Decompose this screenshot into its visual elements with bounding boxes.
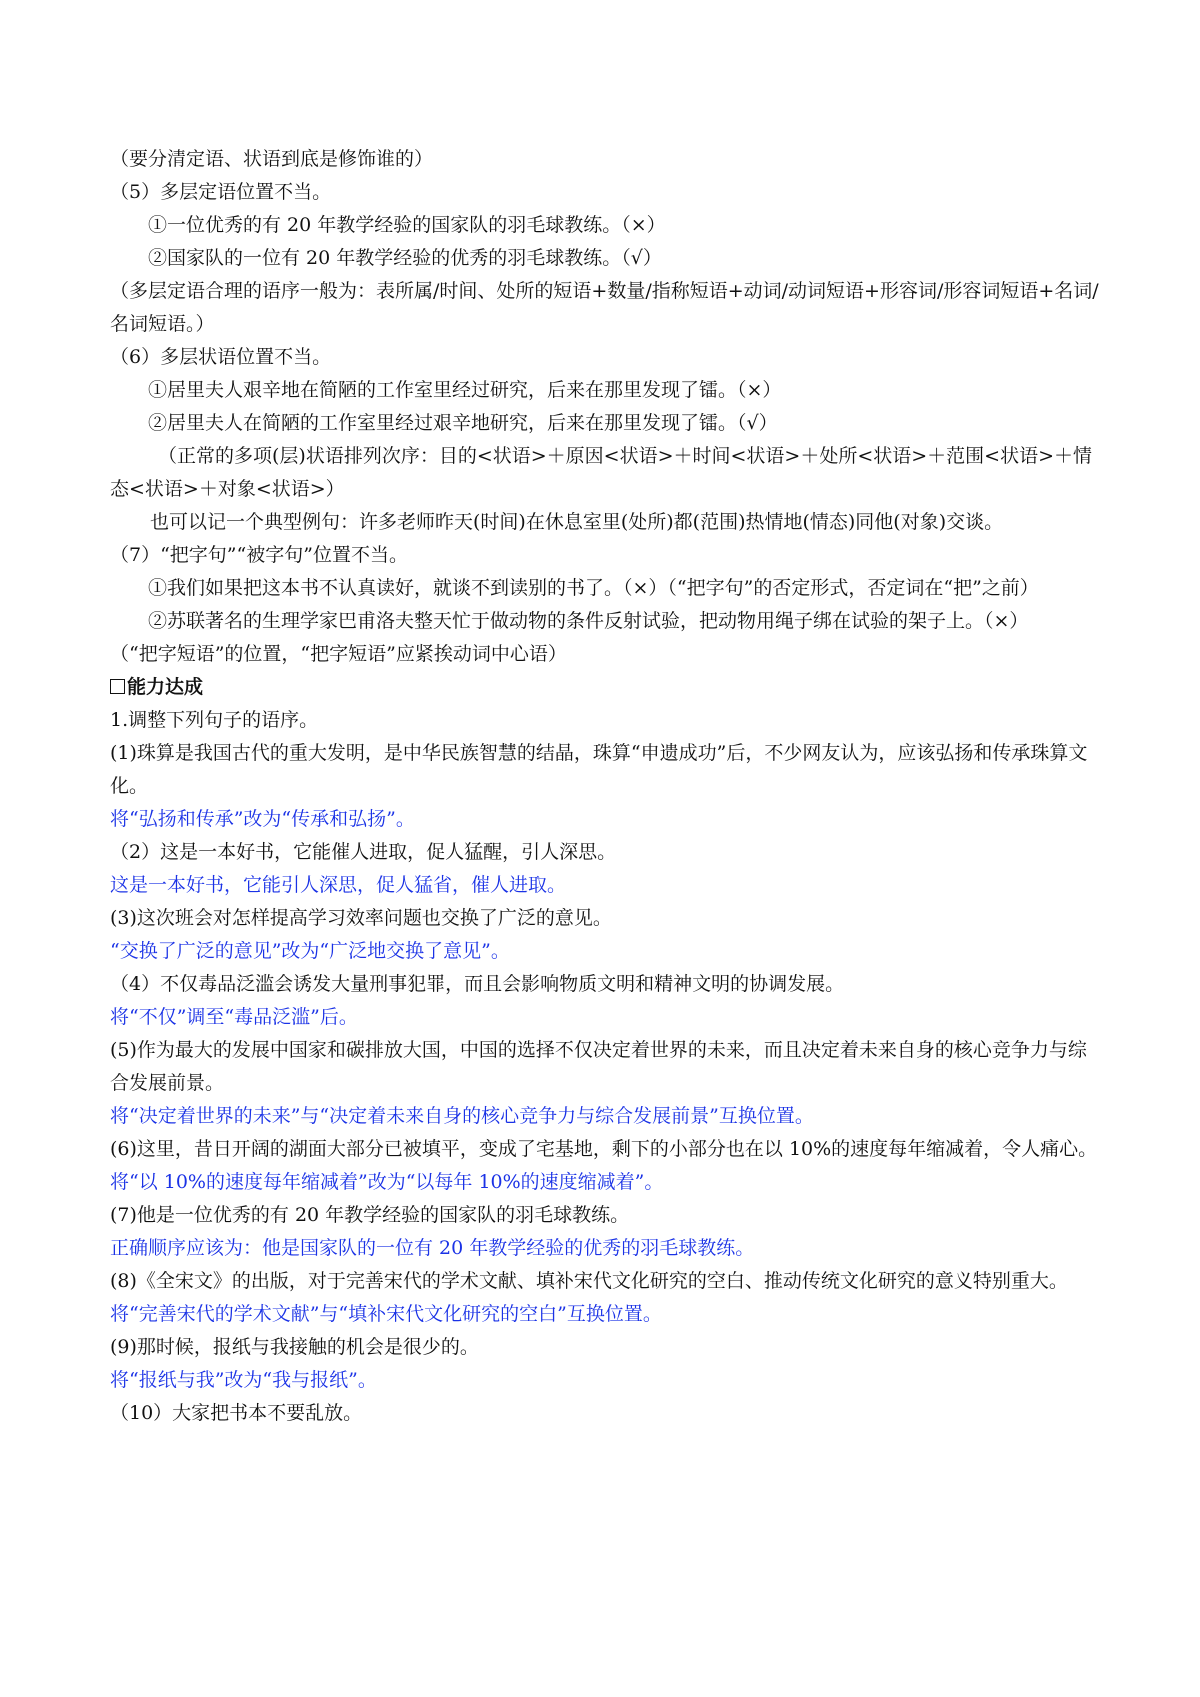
ability-heading-label: 能力达成 xyxy=(127,676,204,698)
exercise-question: (5)作为最大的发展中国家和碳排放大国，中国的选择不仅决定着世界的未来，而且决定着未来自身的核心竞争力与综合发展前景。 xyxy=(110,1039,1087,1094)
item5-example-right: ②国家队的一位有 20 年教学经验的优秀的羽毛球教练。（√） xyxy=(148,247,662,269)
item6-example-wrong: ①居里夫人艰辛地在简陋的工作室里经过研究，后来在那里发现了镭。（×） xyxy=(148,379,782,401)
item5-note: （多层定语合理的语序一般为：表所属/时间、处所的短语+数量/指称短语+动词/动词短语+形容词/形容词短语+名词/名词短语。） xyxy=(110,280,1099,335)
document-page xyxy=(110,143,1100,1430)
exercise-answer: 将“弘扬和传承”改为“传承和弘扬”。 xyxy=(110,808,415,830)
exercise-question: （4）不仅毒品泛滥会诱发大量刑事犯罪，而且会影响物质文明和精神文明的协调发展。 xyxy=(110,973,845,995)
item5-example-wrong: ①一位优秀的有 20 年教学经验的国家队的羽毛球教练。（×） xyxy=(148,214,666,236)
exercise-answer: 将“完善宋代的学术文献”与“填补宋代文化研究的空白”互换位置。 xyxy=(110,1303,662,1325)
item6-note: （正常的多项(层)状语排列次序：目的<状语>＋原因<状语>＋时间<状语>＋处所<状语>＋范围<状语>＋情态<状语>＋对象<状语>） xyxy=(110,445,1093,500)
exercise-question: （2）这是一本好书，它能催人进取，促人猛醒，引人深思。 xyxy=(110,841,617,863)
exercise-question: (9)那时候，报纸与我接触的机会是很少的。 xyxy=(110,1336,479,1358)
item7-note: （“把字短语”的位置，“把字短语”应紧挨动词中心语） xyxy=(110,643,567,665)
exercise-question: (3)这次班会对怎样提高学习效率问题也交换了广泛的意见。 xyxy=(110,907,612,929)
item7-example-1: ①我们如果把这本书不认真读好，就谈不到读别的书了。（×）（“把字句”的否定形式，否定词在“把”之前） xyxy=(148,577,1039,599)
exercise-answer: 将“报纸与我”改为“我与报纸”。 xyxy=(110,1369,377,1391)
item6-typical-example: 也可以记一个典型例句：许多老师昨天(时间)在休息室里(处所)都(范围)热情地(情态)同他(对象)交谈。 xyxy=(150,511,1004,533)
exercise-question: (1)珠算是我国古代的重大发明，是中华民族智慧的结晶，珠算“申遗成功”后，不少网友认为，应该弘扬和传承珠算文化。 xyxy=(110,742,1088,797)
item7-example-2: ②苏联著名的生理学家巴甫洛夫整天忙于做动物的条件反射试验，把动物用绳子绑在试验的架子上。（×） xyxy=(148,610,1029,632)
exercise-answer: “交换了广泛的意见”改为“广泛地交换了意见”。 xyxy=(110,940,510,962)
exercise-1-title: 1.调整下列句子的语序。 xyxy=(110,709,319,731)
exercise-question: (8)《全宋文》的出版，对于完善宋代的学术文献、填补宋代文化研究的空白、推动传统文化研究的意义特别重大。 xyxy=(110,1270,1068,1292)
item6-example-right: ②居里夫人在简陋的工作室里经过艰辛地研究，后来在那里发现了镭。（√） xyxy=(148,412,778,434)
exercise-answer: 将“不仅”调至“毒品泛滥”后。 xyxy=(110,1006,358,1028)
exercise-answer: 正确顺序应该为：他是国家队的一位有 20 年教学经验的优秀的羽毛球教练。 xyxy=(110,1237,755,1259)
exercise-question: (6)这里，昔日开阔的湖面大部分已被填平，变成了宅基地，剩下的小部分也在以 10%的速度每年缩减着，令人痛心。 xyxy=(110,1138,1098,1160)
exercise-question: (7)他是一位优秀的有 20 年教学经验的国家队的羽毛球教练。 xyxy=(110,1204,630,1226)
item7-title: （7）“把字句”“被字句”位置不当。 xyxy=(110,544,408,566)
ability-heading xyxy=(110,671,1100,704)
modifier-note: （要分清定语、状语到底是修饰谁的） xyxy=(110,148,434,170)
checkbox-square-icon xyxy=(110,679,125,694)
exercise-answer: 将“决定着世界的未来”与“决定着未来自身的核心竞争力与综合发展前景”互换位置。 xyxy=(110,1105,814,1127)
exercise-answer: 将“以 10%的速度每年缩减着”改为“以每年 10%的速度缩减着”。 xyxy=(110,1171,664,1193)
item6-title: （6）多层状语位置不当。 xyxy=(110,346,332,368)
item5-title: （5）多层定语位置不当。 xyxy=(110,181,332,203)
exercise-answer: 这是一本好书，它能引人深思，促人猛省，催人进取。 xyxy=(110,874,567,896)
exercise-question: （10）大家把书本不要乱放。 xyxy=(110,1402,363,1424)
